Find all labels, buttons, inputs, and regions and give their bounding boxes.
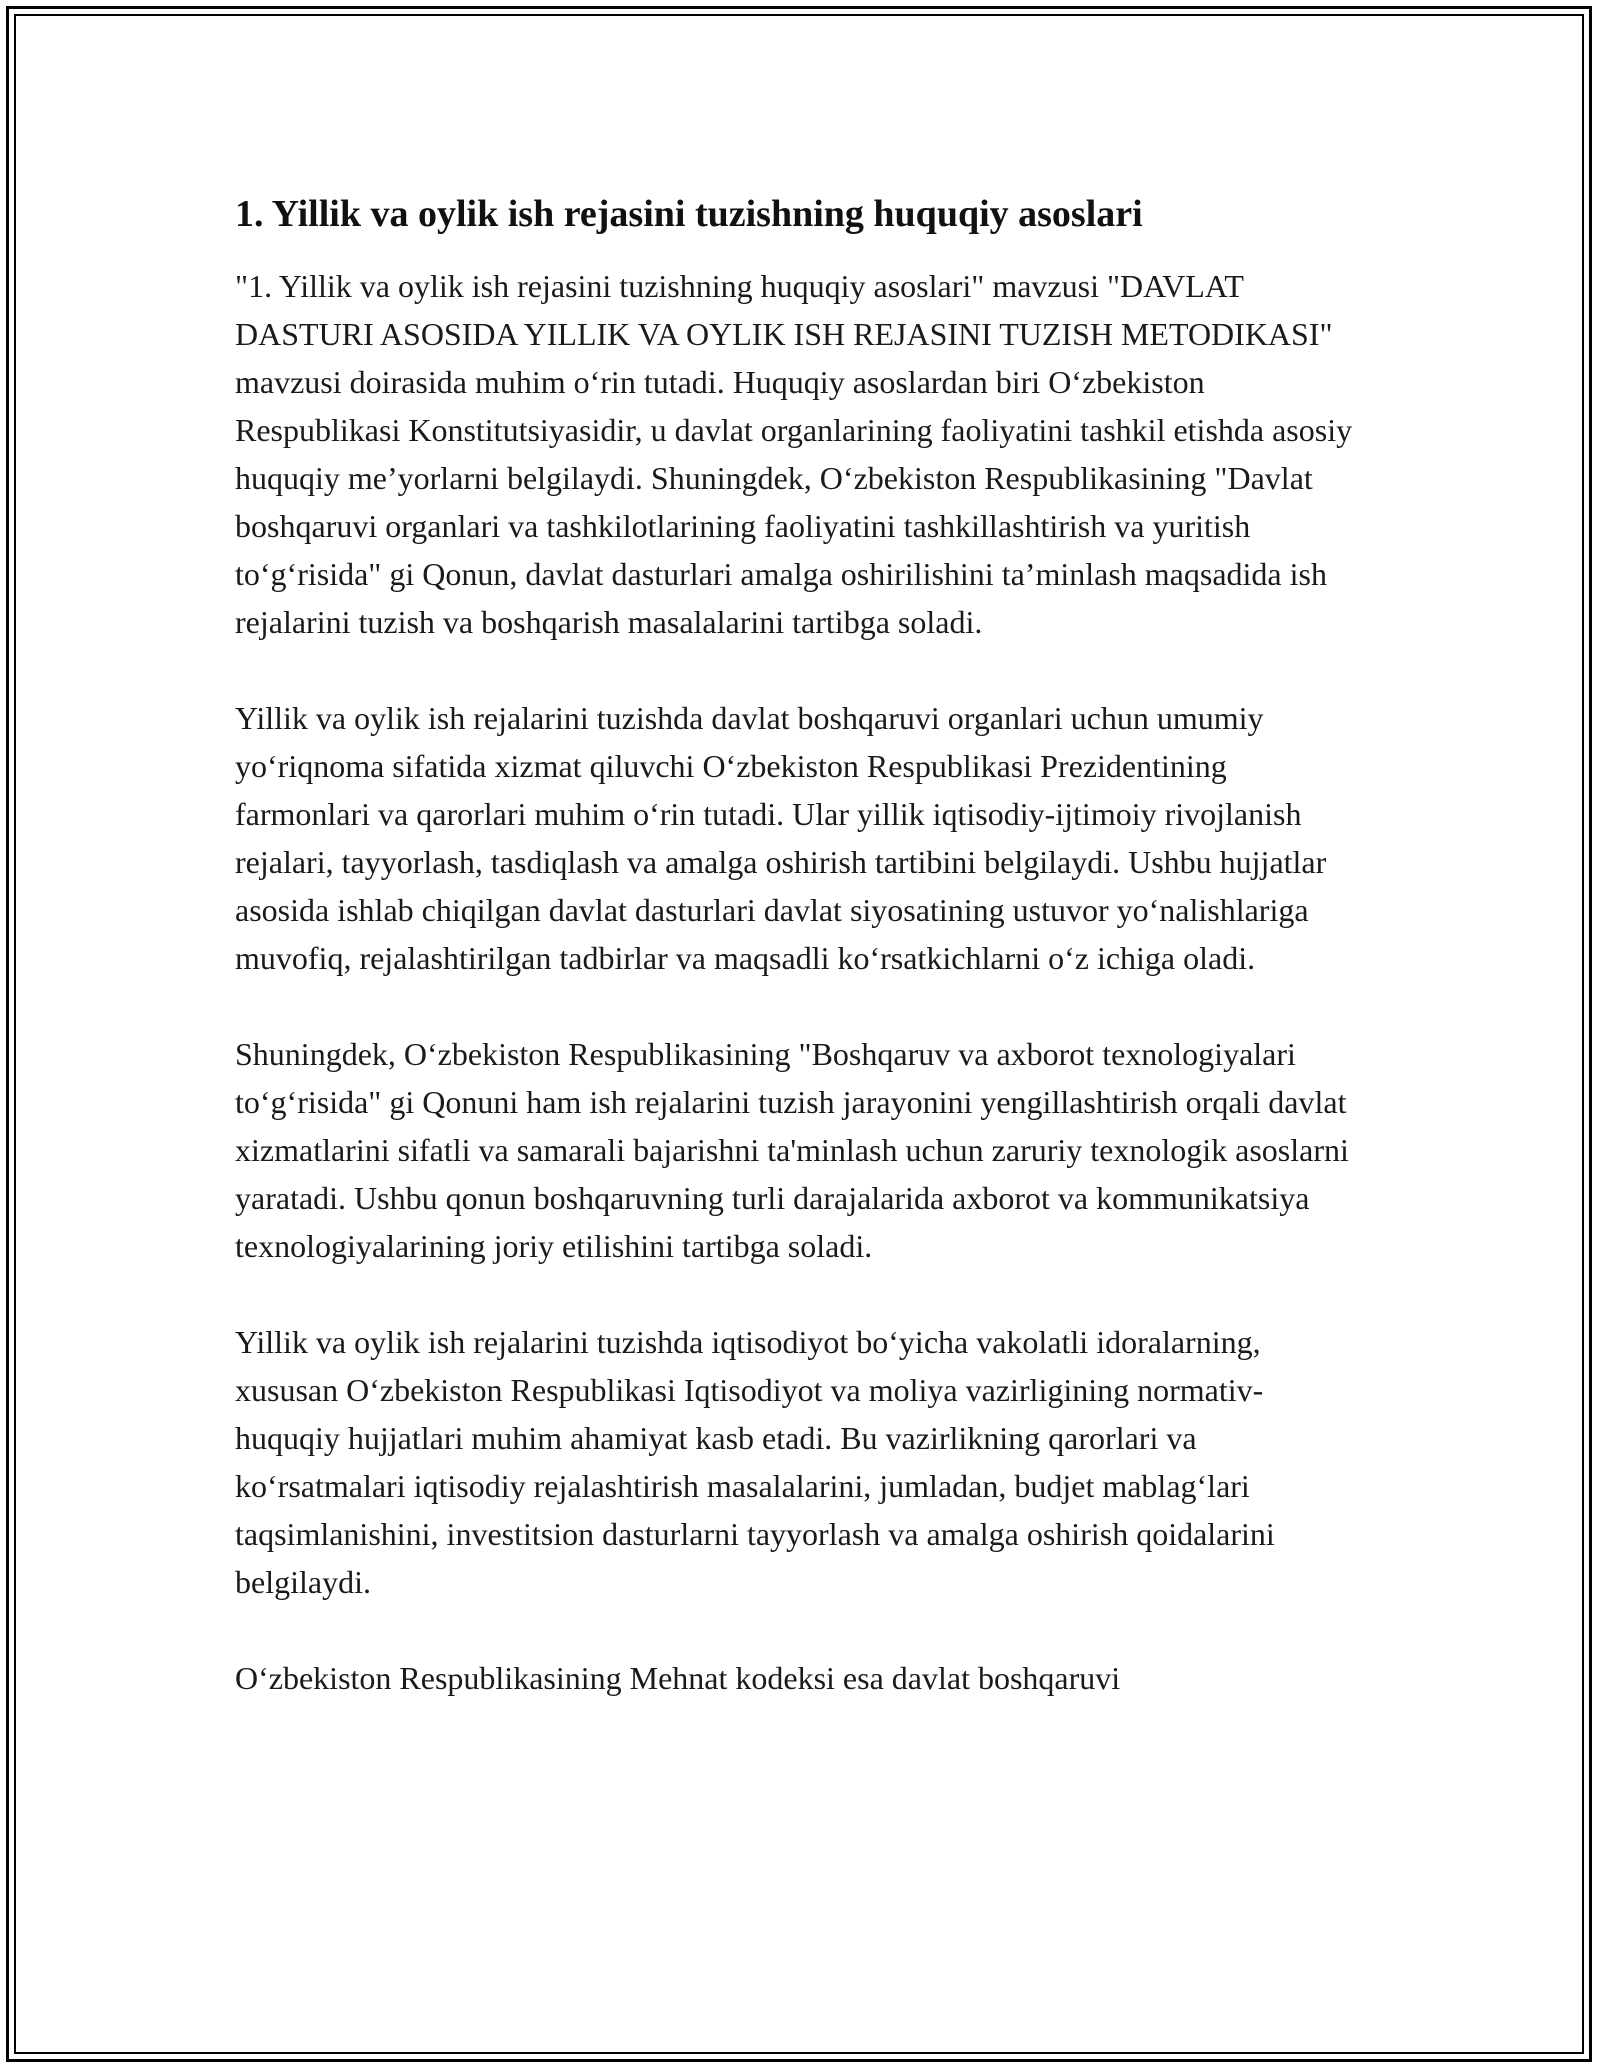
paragraph-2: Yillik va oylik ish rejalarini tuzishda davlat boshqaruvi organlari uchun umumiy yo‘riqnoma sifatida xizmat qiluvchi O‘zbekiston Respublikasi Prezidentining farmonlari va qarorlari muhim o‘rin tutadi. Ular yillik iqtisodiy-ijtimoiy rivojlanish rejalari, tayyorlash, tasdiqlash va amalga oshirish tartibini belgilaydi. Ushbu hujjatlar asosida ishlab chiqilgan davlat dasturlari davlat siyosatining ustuvor yo‘nalishlariga muvofiq, rejalashtirilgan tadbirlar va maqsadli ko‘rsatkichlarni o‘z ichiga oladi. [235, 700, 1327, 976]
paragraph-1: "1. Yillik va oylik ish rejasini tuzishning huquqiy asoslari" mavzusi "DAVLAT DASTURI ASOSIDA YILLIK VA OYLIK ISH REJASINI TUZISH METODIKASI" mavzusi doirasida muhim o‘rin tutadi. Huquqiy asoslardan biri O‘zbekiston Respublikasi Konstitutsiyasidir, u davlat organlarining faoliyatini tashkil etishda asosiy huquqiy me’yorlarni belgilaydi. Shuningdek, O‘zbekiston Respublikasining "Davlat boshqaruvi organlari va tashkilotlarining faoliyatini tashkillashtirish va yuritish to‘g‘risida" gi Qonun, davlat dasturlari amalga oshirilishini ta’minlash maqsadida ish rejalarini tuzish va boshqarish masalalarini tartibga soladi. [235, 268, 1353, 640]
paragraph-3: Shuningdek, O‘zbekiston Respublikasining "Boshqaruv va axborot texnologiyalari to‘g‘risida" gi Qonuni ham ish rejalarini tuzish jarayonini yengillashtirish orqali davlat xizmatlarini sifatli va samarali bajarishni ta'minlash uchun zaruriy texnologik asoslarni yaratadi. Ushbu qonun boshqaruvning turli darajalarida axborot va kommunikatsiya texnologiyalarining joriy etilishini tartibga soladi. [235, 1036, 1349, 1264]
document-body [235, 190, 1375, 1750]
section-heading: 1. Yillik va oylik ish rejasini tuzishning huquqiy asoslari [235, 193, 1143, 235]
paragraph-4: Yillik va oylik ish rejalarini tuzishda iqtisodiyot bo‘yicha vakolatli idoralarning, xususan O‘zbekiston Respublikasi Iqtisodiyot va moliya vazirligining normativ-huquqiy hujjatlari muhim ahamiyat kasb etadi. Bu vazirlikning qarorlari va ko‘rsatmalari iqtisodiy rejalashtirish masalalarini, jumladan, budjet mablag‘lari taqsimlanishini, investitsion dasturlarni tayyorlash va amalga oshirish qoidalarini belgilaydi. [235, 1324, 1275, 1600]
paragraph-5: O‘zbekiston Respublikasining Mehnat kodeksi esa davlat boshqaruvi [235, 1660, 1121, 1696]
